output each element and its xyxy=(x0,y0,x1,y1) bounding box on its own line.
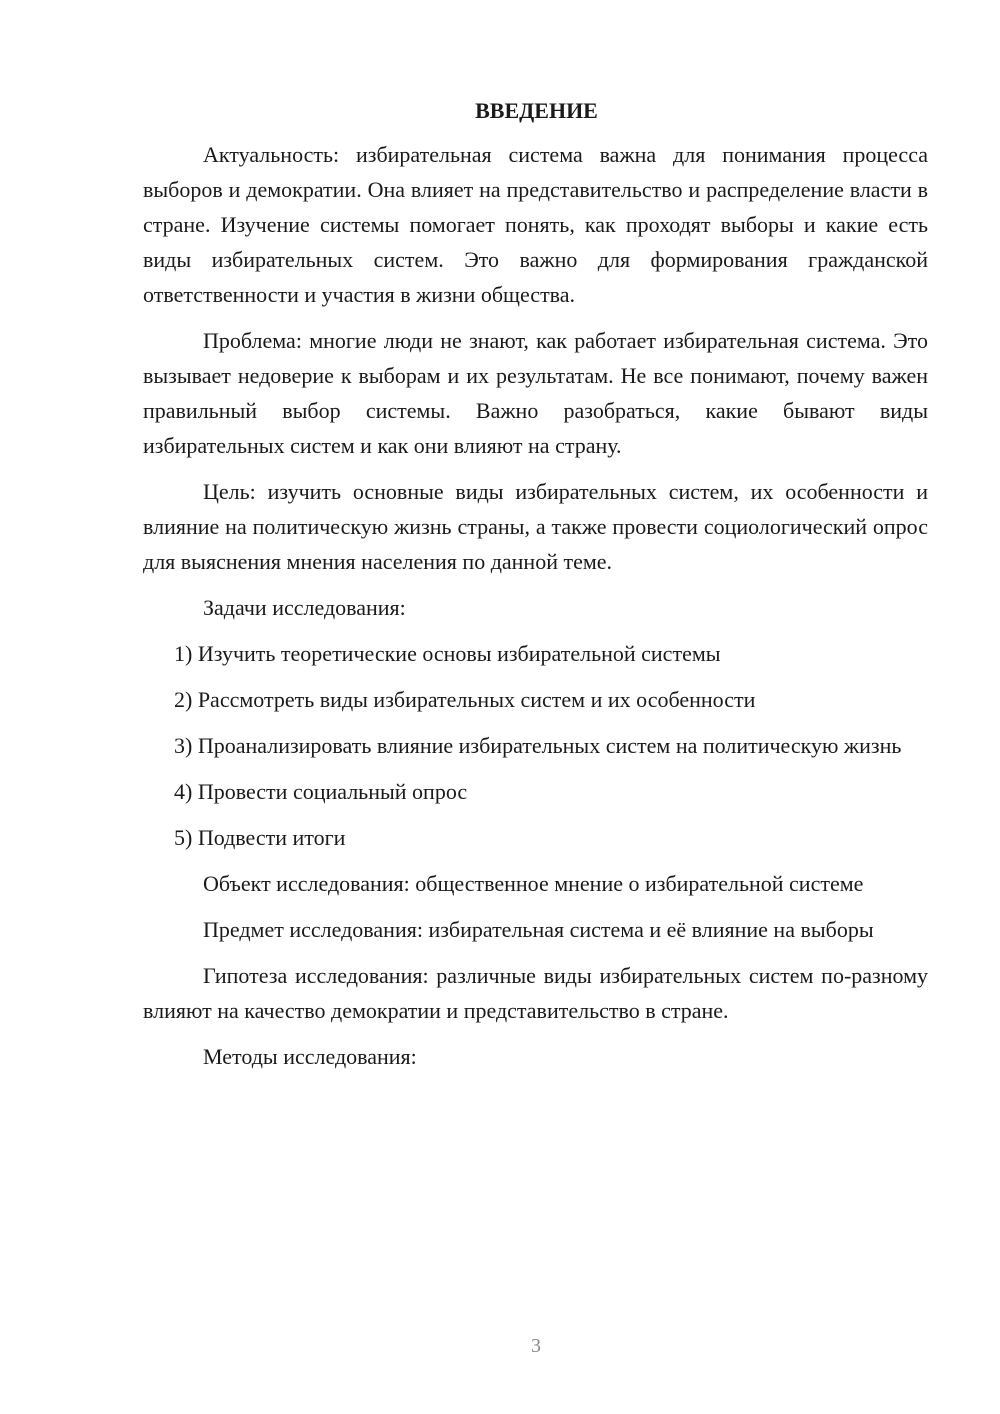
list-item: 3) Проанализировать влияние избирательных систем на политическую жизнь xyxy=(174,733,902,758)
paragraph-subject: Предмет исследования: избирательная система и её влияние на выборы xyxy=(203,917,874,942)
section-heading: ВВЕДЕНИЕ xyxy=(475,98,598,123)
tasks-heading: Задачи исследования: xyxy=(203,595,406,620)
page-number: 3 xyxy=(531,1335,541,1357)
paragraph-hypothesis: Гипотеза исследования: различные виды избирательных систем по-разному влияют на качество демократии и представительство в стране. xyxy=(143,963,928,1023)
document-page xyxy=(143,95,928,1085)
paragraph-relevance: Актуальность: избирательная система важна для понимания процесса выборов и демократии. Она влияет на представительство и распределение власти в стране. Изучение системы помогает понять, как проходят выборы и какие есть виды избирательных систем. Это важно для формирования гражданской ответственности и участия в жизни общества. xyxy=(143,142,928,307)
paragraph-goal: Цель: изучить основные виды избирательных систем, их особенности и влияние на политическую жизнь страны, а также провести социологический опрос для выяснения мнения населения по данной теме. xyxy=(143,479,928,574)
list-item: 4) Провести социальный опрос xyxy=(174,779,468,804)
list-item: 1) Изучить теоретические основы избирательной системы xyxy=(174,641,721,666)
methods-heading: Методы исследования: xyxy=(203,1044,417,1069)
list-item: 5) Подвести итоги xyxy=(174,825,346,850)
tasks-list xyxy=(143,636,928,855)
paragraph-object: Объект исследования: общественное мнение о избирательной системе xyxy=(203,871,864,896)
paragraph-problem: Проблема: многие люди не знают, как работает избирательная система. Это вызывает недоверие к выборам и их результатам. Не все понимают, почему важен правильный выбор системы. Важно разобраться, какие бывают виды избирательных систем и как они влияют на страну. xyxy=(143,328,928,458)
list-item: 2) Рассмотреть виды избирательных систем и их особенности xyxy=(174,687,756,712)
